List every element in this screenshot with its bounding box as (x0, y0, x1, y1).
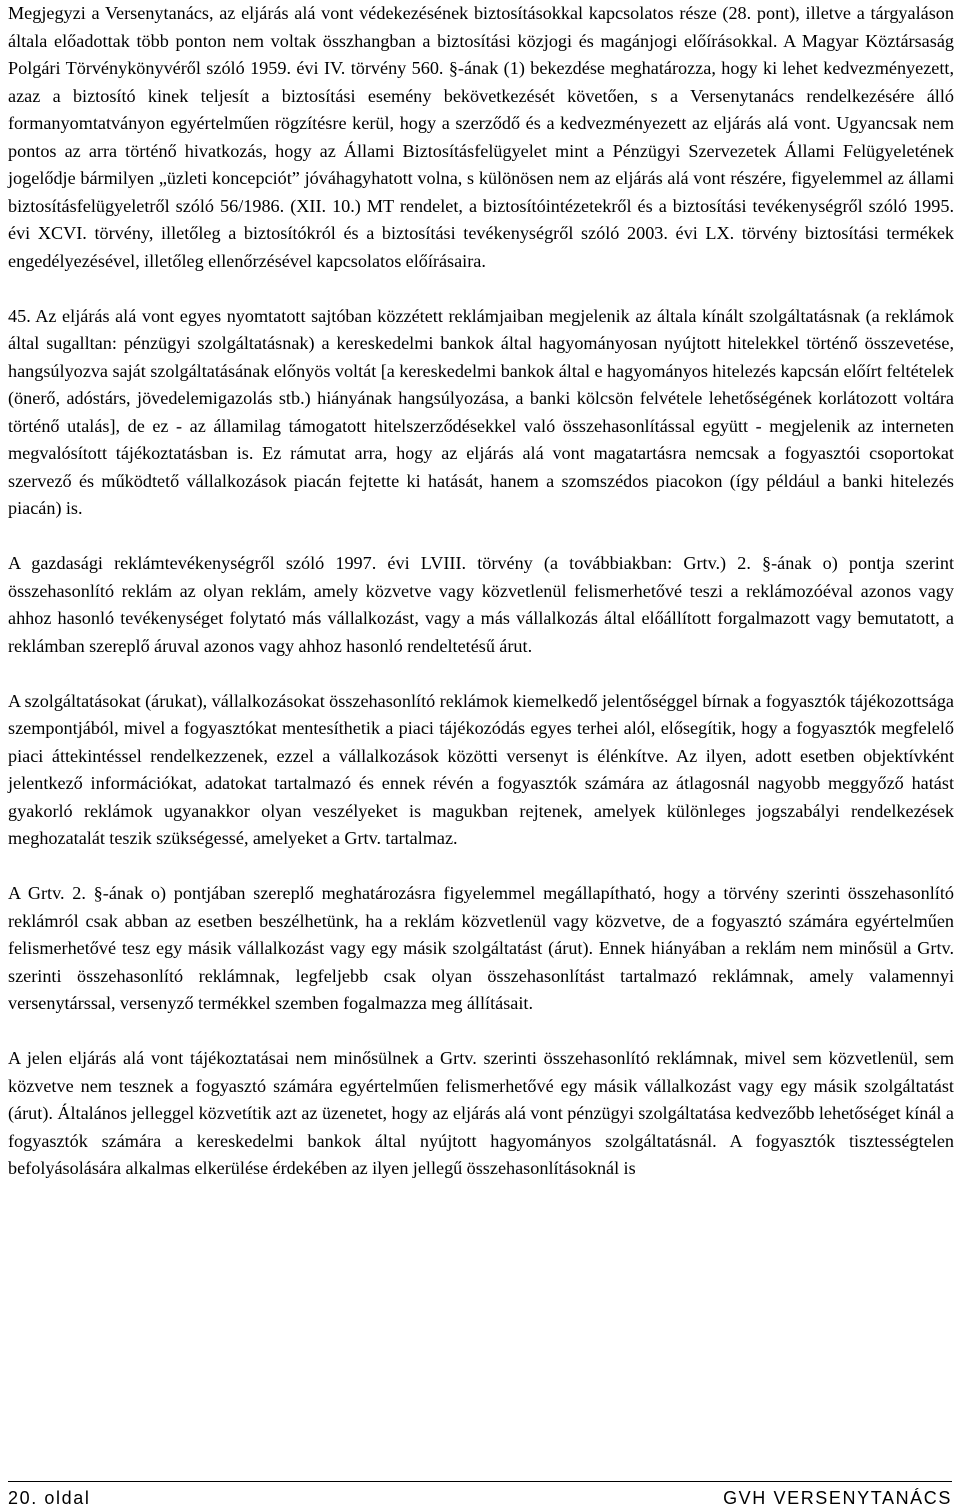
paragraph-1: Megjegyzi a Versenytanács, az eljárás alá vont védekezésének biztosításokkal kapcsolatos része (28. pont), illetve a tárgyaláson általa előadottak több ponton nem voltak összhangban a biztosítási közjogi és magánjogi előírásokkal. A Magyar Köztársaság Polgári Törvénykönyvéről szóló 1959. évi IV. törvény 560. §-ának (1) bekezdése meghatározza, hogy ki lehet kedvezményezett, azaz a biztosító kinek teljesít a biztosítási esemény bekövetkezését követően, s a Versenytanács rendelkezésére álló formanyomtatványon egyértelműen rögzítésre kerül, hogy a szerződő és a kedvezményezett az eljárás alá vont. Ugyancsak nem pontos az arra történő hivatkozás, hogy az Állami Biztosításfelügyelet mint a Pénzügyi Szervezetek Állami Felügyeletének jogelődje bármilyen „üzleti koncepciót” jóváhagyhatott volna, s különösen nem az eljárás alá vont részére, figyelemmel az állami biztosításfelügyeletről szóló 56/1986. (XII. 10.) MT rendelet, a biztosítóintézetekről és a biztosítási tevékenységről szóló 1995. évi XCVI. törvény, illetőleg a biztosítókról és a biztosítási tevékenységről szóló 2003. évi LX. törvény biztosítási termékek engedélyezésével, illetőleg ellenőrzésével kapcsolatos előírásaira. (8, 3, 954, 271)
document-body (8, 0, 954, 1183)
paragraph-2: 45. Az eljárás alá vont egyes nyomtatott sajtóban közzétett reklámjaiban megjelenik az általa kínált szolgáltatásnak (a reklámok által sugalltan: pénzügyi szolgáltatásnak) a kereskedelmi bankok által hagyományosan nyújtott hitelekkel történő összevetése, hangsúlyozva saját szolgáltatásának előnyös voltát [a kereskedelmi bankok által e hagyományos hitelezés kapcsán előírt feltételek (önerő, adóstárs, jövedelemigazolás stb.) hiányának hangsúlyozása, a banki kölcsön felvétele lehetőségének korlátozott voltára történő utalás], de ez - az államilag támogatott hitelszerződésekkel való összehasonlítással együtt - megjelenik az interneten megvalósított tájékoztatásban is. Ez rámutat arra, hogy az eljárás alá vont magatartásra nemcsak a fogyasztói csoportokat szervező és működtető vállalkozások piacán fejtette ki hatását, hanem a szomszédos piacokon (így például a banki hitelezés piacán) is. (8, 305, 954, 518)
paragraph-4: A szolgáltatásokat (árukat), vállalkozásokat összehasonlító reklámok kiemelkedő jelentőséggel bírnak a fogyasztók tájékozottsága szempontjából, mivel a fogyasztókat mentesíthetik a piaci tájékozódás egyes terhei alól, elősegítik, hogy a fogyasztók megfelelő piaci áttekintéssel rendelkezzenek, ezzel a vállalkozások közötti versenyt is élénkítve. Az ilyen, adott esetben objektívként jelentkező információkat, adatokat tartalmazó és ennek révén a fogyasztók számára az átlagosnál nagyobb meggyőző hatást gyakorló reklámok ugyanakkor olyan veszélyeket is magukban rejtenek, amelyek különleges jogszabályi rendelkezések meghozatalát teszik szükségessé, amelyeket a Grtv. tartalmaz. (8, 690, 954, 848)
paragraph-6: A jelen eljárás alá vont tájékoztatásai nem minősülnek a Grtv. szerinti összehasonlító reklámnak, mivel sem közvetlenül, sem közvetve nem tesznek a fogyasztó számára egyértelműen felismerhetővé egy másik vállalkozást vagy egy másik szolgáltatást (árut). Általános jelleggel közvetítik azt az üzenetet, hogy az eljárás alá vont pénzügyi szolgáltatása kedvezőbb lehetőséget kínál a fogyasztók számára a kereskedelmi bankok által nyújtott hagyományos szolgáltatásnál. A fogyasztók tisztességtelen befolyásolására alkalmas elkerülése érdekében az ilyen jellegű összehasonlításoknál is (8, 1048, 954, 1178)
paragraph-5: A Grtv. 2. §-ának o) pontjában szereplő meghatározásra figyelemmel megállapítható, hogy a törvény szerinti összehasonlító reklámról csak abban az esetben beszélhetünk, ha a reklám közvetlenül vagy közvetve, de a fogyasztó számára egyértelműen felismerhetővé tesz egy másik vállalkozást vagy egy másik szolgáltatást (árut). Ennek hiányában a reklám nem minősül a Grtv. szerinti összehasonlító reklámnak, legfeljebb csak olyan összehasonlítást tartalmazó reklámnak, amely valamennyi versenytárssal, versenyző termékkel szemben fogalmazza meg állításait. (8, 883, 954, 1013)
page-footer (8, 1488, 952, 1510)
paragraph-gap (8, 853, 954, 881)
paragraph-gap (8, 1018, 954, 1046)
paragraph-gap (8, 523, 954, 551)
footer-divider (8, 1481, 952, 1482)
page-number: 20. oldal (8, 1488, 91, 1508)
organization-name: GVH VERSENYTANÁCS (723, 1488, 952, 1508)
paragraph-gap (8, 275, 954, 303)
paragraph-gap (8, 660, 954, 688)
paragraph-3: A gazdasági reklámtevékenységről szóló 1997. évi LVIII. törvény (a továbbiakban: Grtv.) 2. §-ának o) pontja szerint összehasonlító reklám az olyan reklám, amely közvetve vagy közvetlenül felismerhetővé teszi a reklámozóéval azonos vagy ahhoz hasonló tevékenységet folytató más vállalkozást, vagy a más vállalkozás által előállított forgalmazott vagy bemutatott, a reklámban szereplő áruval azonos vagy ahhoz hasonló rendeltetésű árut. (8, 553, 954, 656)
